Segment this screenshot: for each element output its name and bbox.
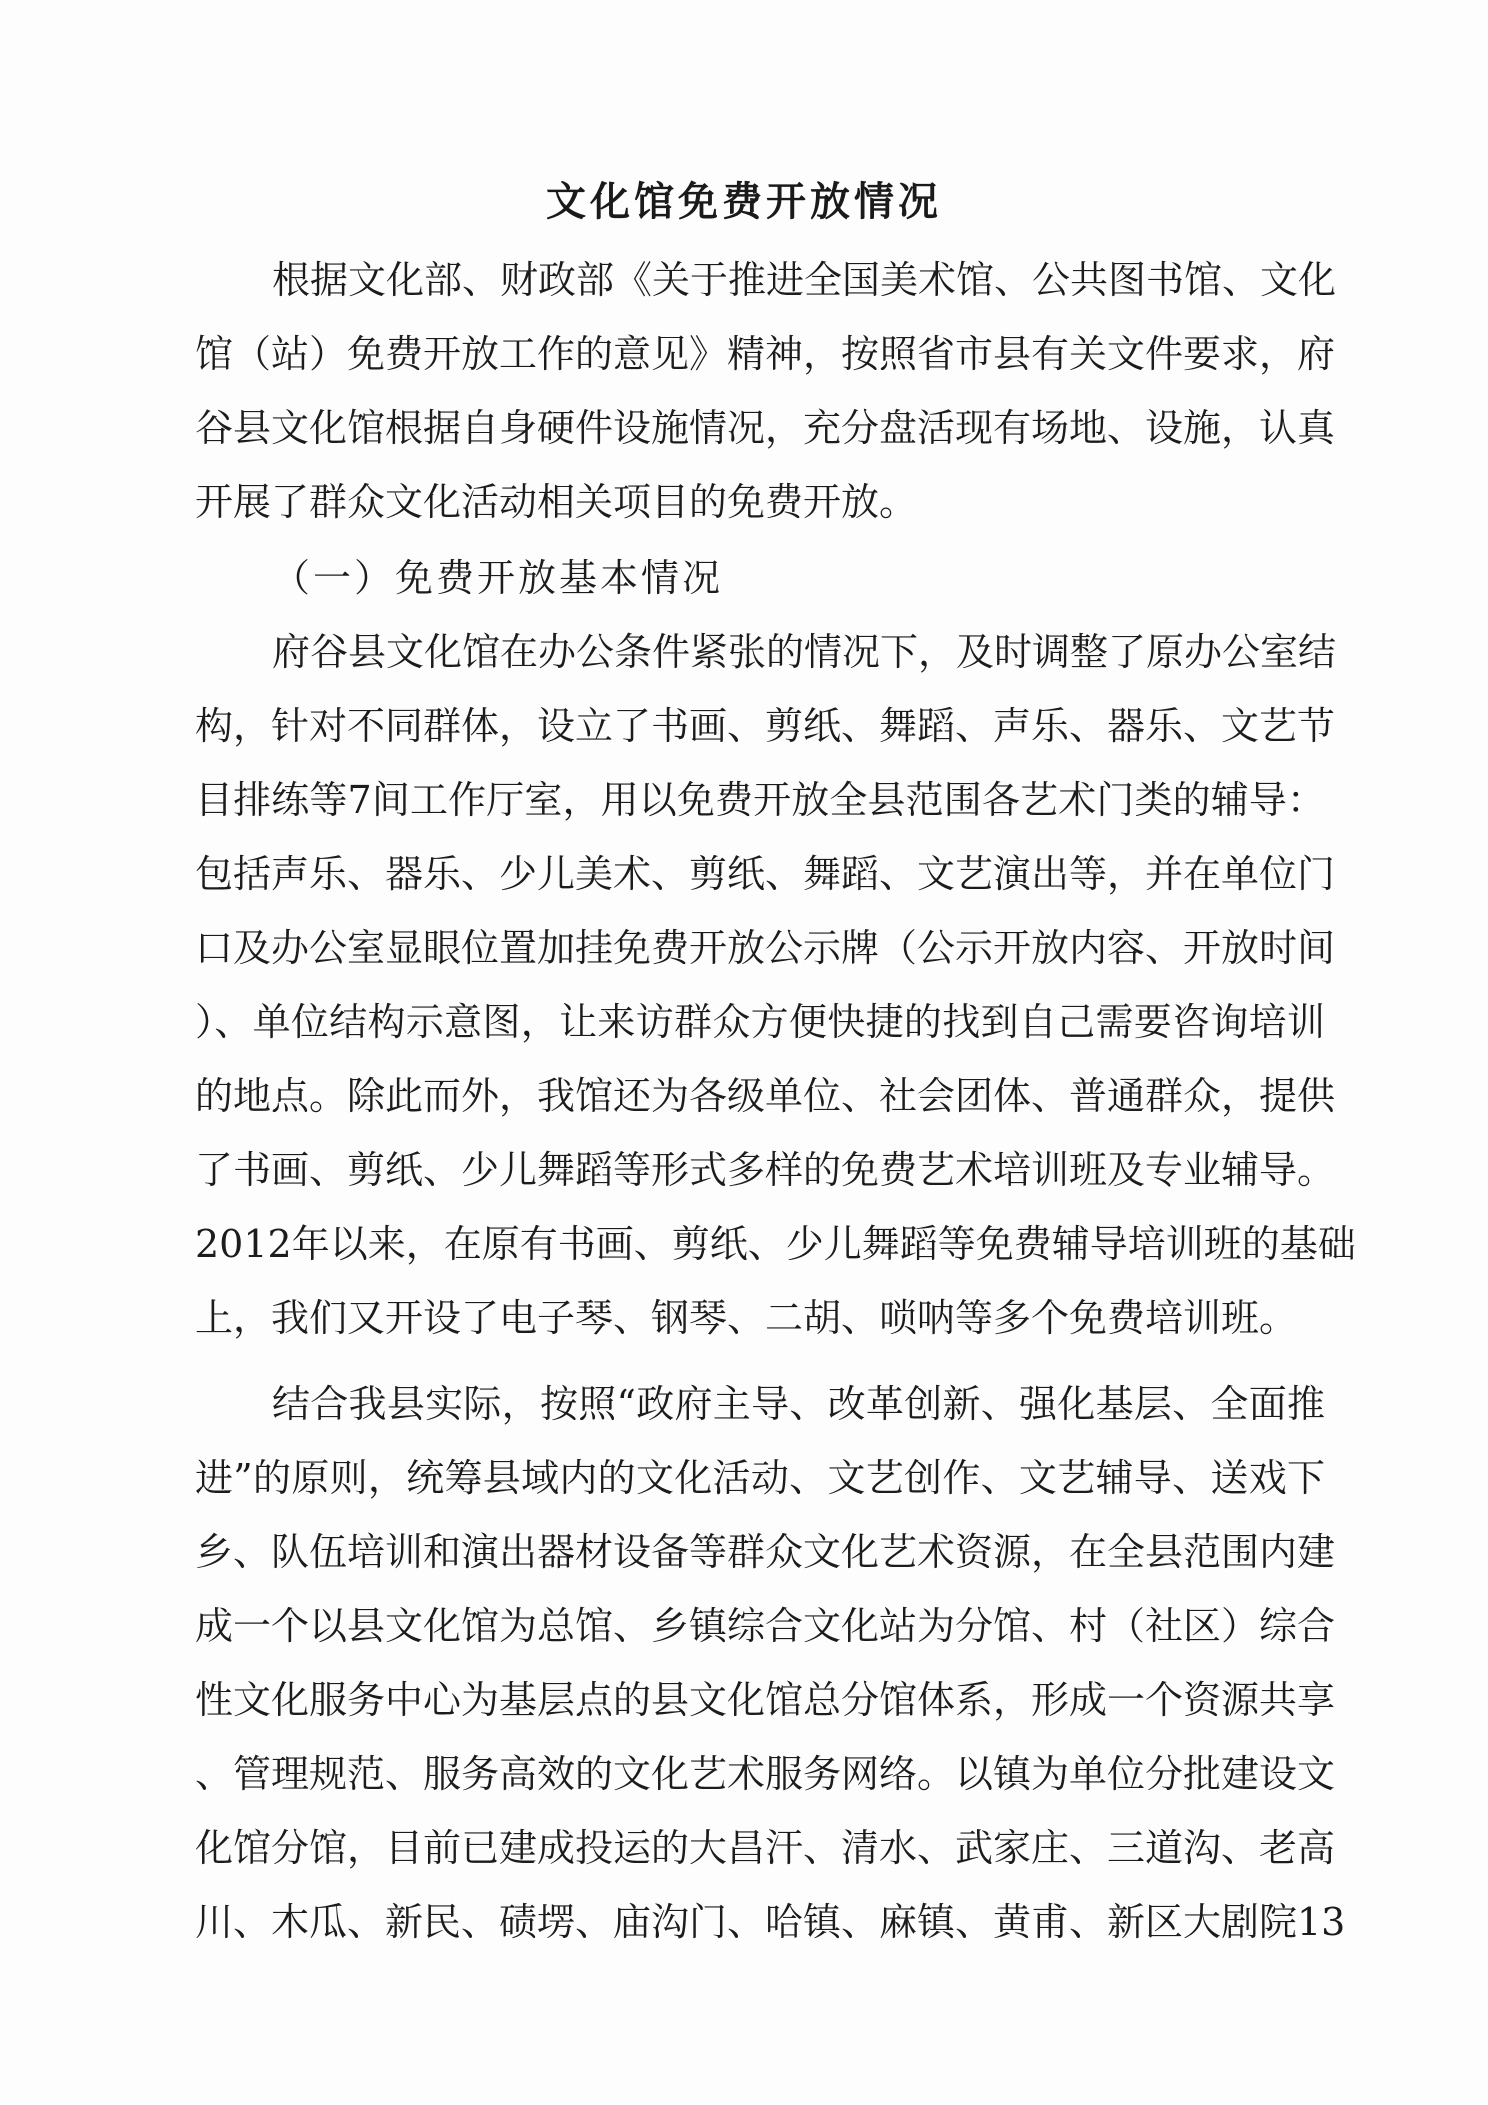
- paragraph-line: 馆（站）免费开放工作的意见》精神，按照省市县有关文件要求，府: [195, 332, 1336, 376]
- paragraph-line: 上，我们又开设了电子琴、钢琴、二胡、唢呐等多个免费培训班。: [195, 1296, 1298, 1340]
- paragraph-line: 结合我县实际，按照“政府主导、改革创新、强化基层、全面推: [272, 1382, 1325, 1426]
- paragraph-line: 目排练等7间工作厅室，用以免费开放全县范围各艺术门类的辅导：: [195, 778, 1325, 822]
- paragraph-line: 根据文化部、财政部《关于推进全国美术馆、公共图书馆、文化: [272, 258, 1337, 302]
- paragraph-line: 、管理规范、服务高效的文化艺术服务网络。以镇为单位分批建设文: [195, 1752, 1336, 1796]
- paragraph-line: 川、木瓜、新民、碛塄、庙沟门、哈镇、麻镇、黄甫、新区大剧院13: [195, 1900, 1346, 1944]
- paragraph-line: 包括声乐、器乐、少儿美术、剪纸、舞蹈、文艺演出等，并在单位门: [195, 852, 1336, 896]
- paragraph-line: 成一个以县文化馆为总馆、乡镇综合文化站为分馆、村（社区）综合: [195, 1604, 1336, 1648]
- paragraph-line: ）、单位结构示意图，让来访群众方便快捷的找到自己需要咨询培训: [195, 1000, 1325, 1044]
- paragraph-line: 进”的原则，统筹县域内的文化活动、文艺创作、文艺辅导、送戏下: [195, 1456, 1325, 1500]
- paragraph-line: 化馆分馆，目前已建成投运的大昌汗、清水、武家庄、三道沟、老高: [195, 1826, 1336, 1870]
- paragraph-line: 开展了群众文化活动相关项目的免费开放。: [195, 480, 918, 524]
- paragraph-line: 性文化服务中心为基层点的县文化馆总分馆体系，形成一个资源共享: [195, 1678, 1336, 1722]
- paragraph-line: 府谷县文化馆在办公条件紧张的情况下，及时调整了原办公室结: [272, 630, 1337, 674]
- paragraph-line: 构，针对不同群体，设立了书画、剪纸、舞蹈、声乐、器乐、文艺节: [195, 704, 1336, 748]
- paragraph-line: 乡、队伍培训和演出器材设备等群众文化艺术资源，在全县范围内建: [195, 1530, 1336, 1574]
- document-title: 文化馆免费开放情况: [546, 179, 942, 225]
- section-heading: （一）免费开放基本情况: [272, 556, 724, 600]
- paragraph-line: 2012年以来，在原有书画、剪纸、少儿舞蹈等免费辅导培训班的基础: [195, 1222, 1356, 1266]
- paragraph-line: 了书画、剪纸、少儿舞蹈等形式多样的免费艺术培训班及专业辅导。: [195, 1148, 1336, 1192]
- paragraph-line: 口及办公室显眼位置加挂免费开放公示牌（公示开放内容、开放时间: [195, 926, 1336, 970]
- paragraph-line: 谷县文化馆根据自身硬件设施情况，充分盘活现有场地、设施，认真: [195, 406, 1336, 450]
- paragraph-line: 的地点。除此而外，我馆还为各级单位、社会团体、普通群众，提供: [195, 1074, 1336, 1118]
